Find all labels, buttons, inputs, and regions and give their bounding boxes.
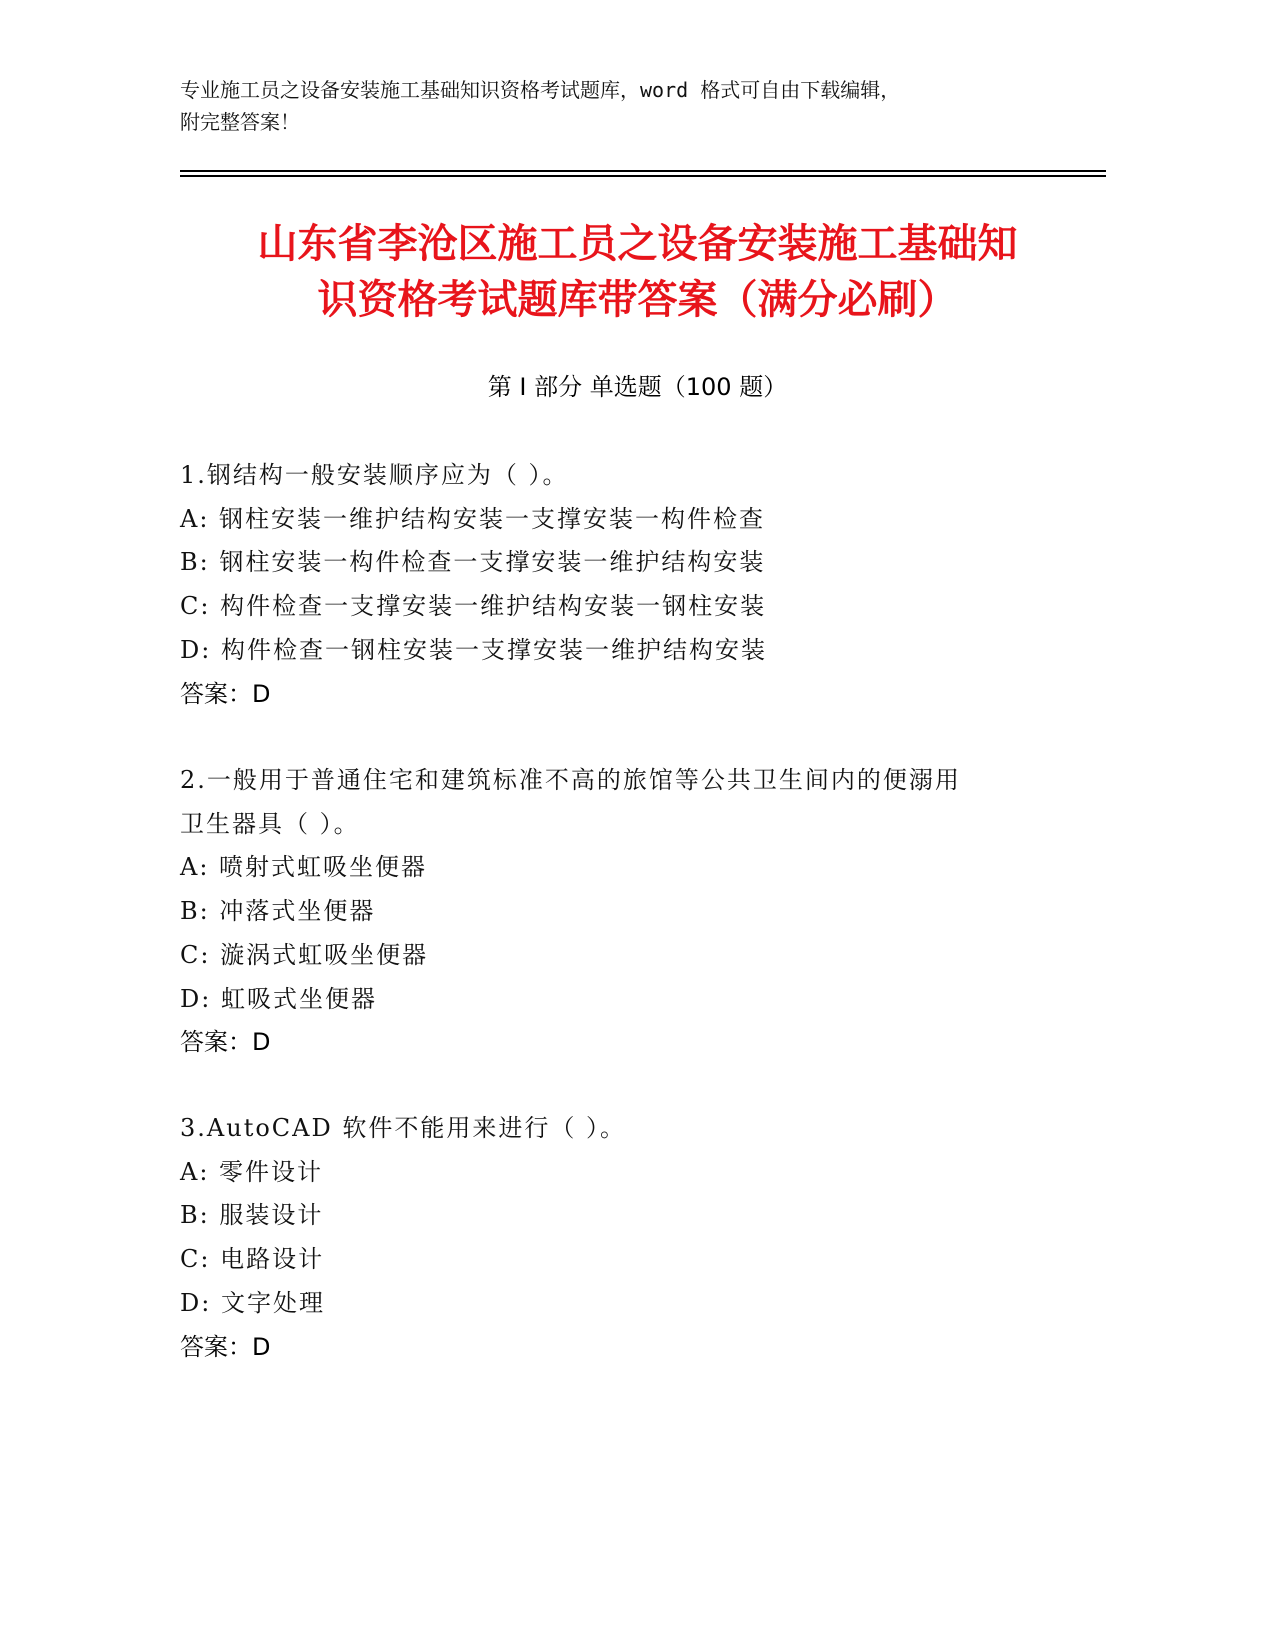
question-2 [180, 759, 1080, 1065]
option-b: B: 服装设计 [180, 1201, 324, 1230]
header-rule-bottom [180, 175, 1106, 177]
question-stem: 3.AutoCAD 软件不能用来进行（ ）。 [180, 1114, 626, 1142]
option-c: C: 电路设计 [180, 1245, 325, 1274]
question-3 [180, 1107, 1080, 1369]
option-b: B: 钢柱安装一构件检查一支撑安装一维护结构安装 [180, 548, 766, 577]
option-b: B: 冲落式坐便器 [180, 897, 376, 926]
option-a: A: 喷射式虹吸坐便器 [180, 853, 428, 882]
question-stem-line-2: 卫生器具（ ）。 [180, 809, 360, 838]
title-line-2: 识资格考试题库带答案（满分必刷） [317, 277, 958, 323]
header-rule-top [180, 170, 1106, 172]
header-note [180, 74, 1080, 138]
section-heading: 第 I 部分 单选题（100 题） [487, 373, 788, 401]
header-note-line-1: 专业施工员之设备安装施工基础知识资格考试题库，word 格式可自由下载编辑， [180, 78, 901, 102]
option-d: D: 构件检查一钢柱安装一支撑安装一维护结构安装 [180, 635, 767, 664]
document-title [180, 216, 1095, 328]
option-c: C: 漩涡式虹吸坐便器 [180, 940, 429, 969]
option-a: A: 零件设计 [180, 1157, 324, 1186]
question-1 [180, 454, 1080, 716]
title-line-1: 山东省李沧区施工员之设备安装施工基础知 [257, 221, 1018, 267]
option-a: A: 钢柱安装一维护结构安装一支撑安装一构件检查 [180, 504, 766, 533]
option-c: C: 构件检查一支撑安装一维护结构安装一钢柱安装 [180, 592, 767, 621]
option-d: D: 虹吸式坐便器 [180, 984, 377, 1013]
answer: 答案：D [180, 1332, 271, 1361]
header-note-line-2: 附完整答案！ [180, 110, 300, 134]
answer: 答案：D [180, 679, 271, 708]
answer: 答案：D [180, 1028, 271, 1057]
option-d: D: 文字处理 [180, 1288, 325, 1317]
question-stem: 1.钢结构一般安装顺序应为（ ）。 [180, 461, 569, 489]
question-stem-line-1: 2.一般用于普通住宅和建筑标准不高的旅馆等公共卫生间内的便溺用 [180, 766, 961, 794]
